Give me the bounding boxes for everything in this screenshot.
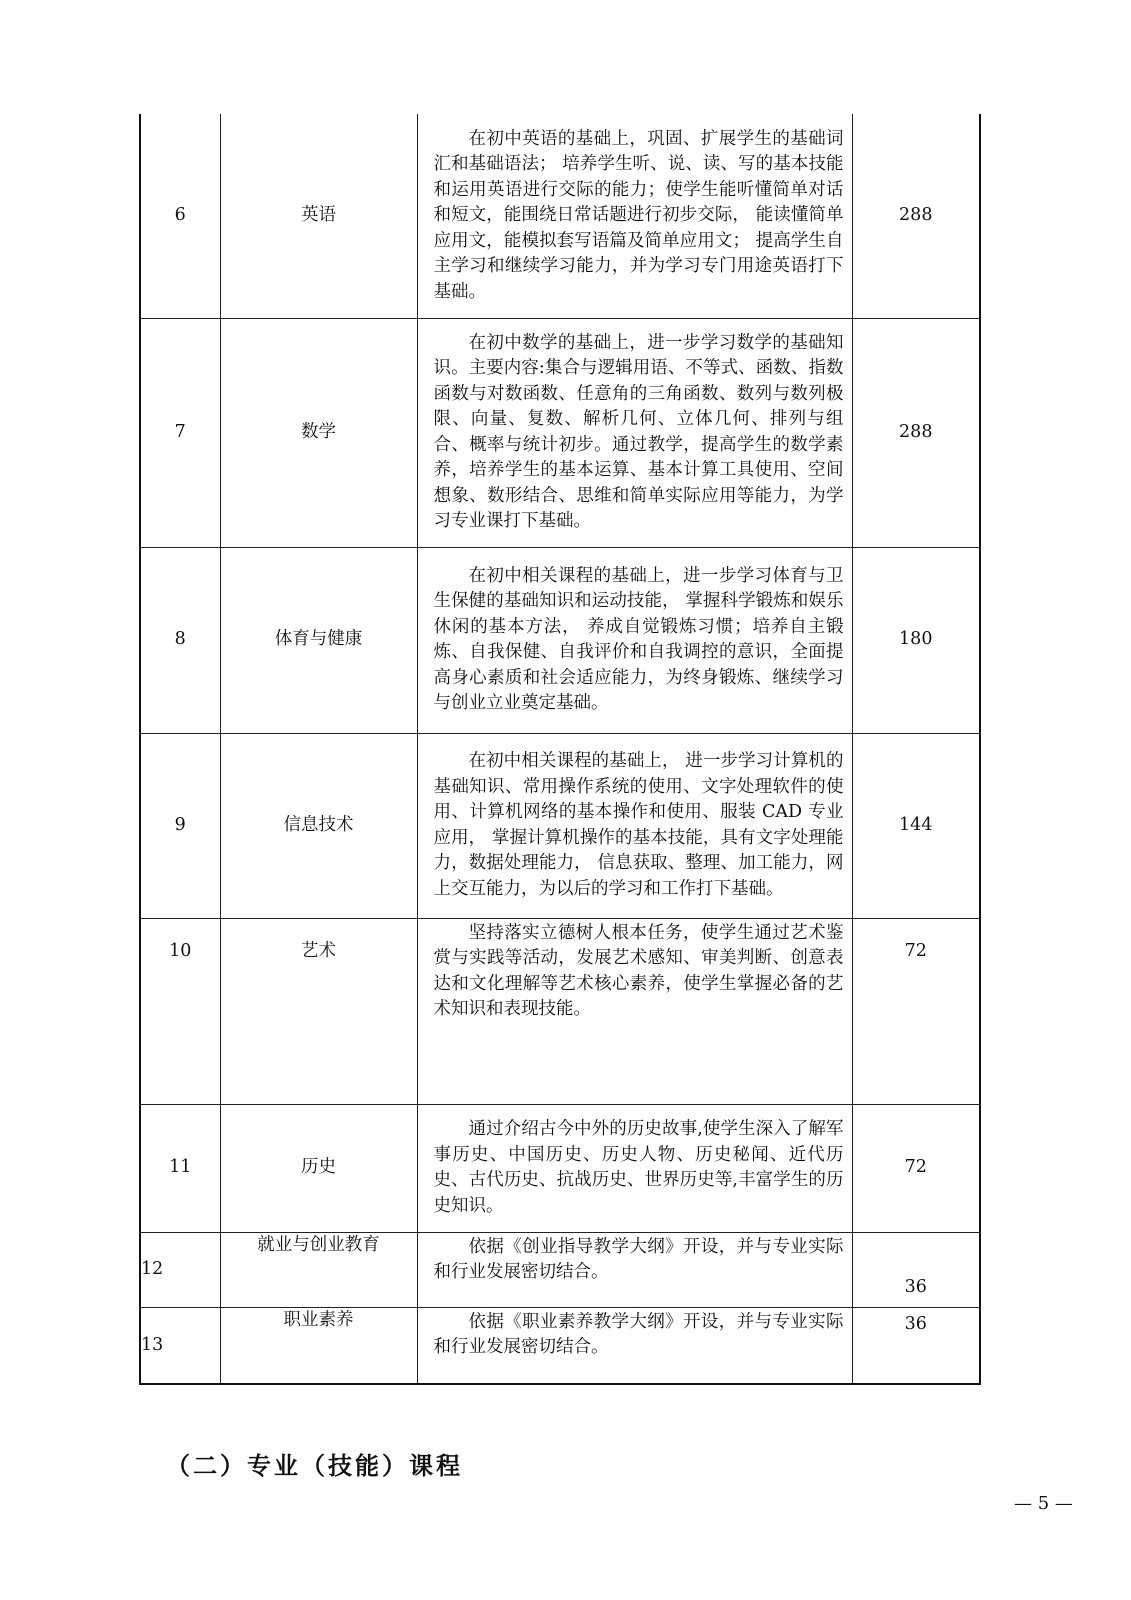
course-name: 艺术 — [220, 918, 417, 1104]
course-description-text: 依据《职业素养教学大纲》开设，并与专业实际和行业发展密切结合。 — [433, 1311, 844, 1357]
course-table — [139, 114, 981, 1385]
course-hours: 36 — [852, 1232, 980, 1307]
course-hours: 144 — [852, 733, 980, 918]
course-description-text: 坚持落实立德树人根本任务，使学生通过艺术鉴赏与实践等活动，发展艺术感知、审美判断、创意表达和文化理解等艺术核心素养，使学生掌握必备的艺术知识和表现技能。 — [433, 922, 844, 1019]
course-description-text: 在初中相关课程的基础上， 进一步学习计算机的基础知识、常用操作系统的使用、文字处理软件的使用、计算机网络的基本操作和使用、服装 CAD 专业应用， 掌握计算机操作的基本技能，具有文字处理能力，数据处理能力， 信息获取、整理、加工能力，网上交互能力，为以后的学习和工作打下基础。 — [433, 751, 844, 899]
table-row — [140, 547, 980, 733]
table-row — [140, 918, 980, 1104]
table-row — [140, 1104, 980, 1232]
course-number: 12 — [140, 1232, 220, 1307]
course-description — [417, 114, 852, 318]
course-description — [417, 1232, 852, 1307]
course-number: 7 — [140, 318, 220, 547]
course-hours: 180 — [852, 547, 980, 733]
course-name: 信息技术 — [220, 733, 417, 918]
section-heading: （二）专业（技能）课程 — [166, 1452, 463, 1480]
course-hours: 36 — [852, 1307, 980, 1384]
course-description-text: 在初中相关课程的基础上，进一步学习体育与卫生保健的基础知识和运动技能， 掌握科学锻炼和娱乐休闲的基本方法， 养成自觉锻炼习惯；培养自主锻炼、自我保健、自我评价和自我调控的意识，全面提高身心素质和社会适应能力，为终身锻炼、继续学习与创业立业奠定基础。 — [433, 565, 844, 713]
course-description — [417, 318, 852, 547]
course-name: 体育与健康 — [220, 547, 417, 733]
table-row — [140, 114, 980, 318]
course-description — [417, 918, 852, 1104]
course-name: 英语 — [220, 114, 417, 318]
course-description — [417, 1104, 852, 1232]
course-description — [417, 733, 852, 918]
course-number: 6 — [140, 114, 220, 318]
course-number: 13 — [140, 1307, 220, 1384]
course-hours: 72 — [852, 1104, 980, 1232]
course-hours: 288 — [852, 114, 980, 318]
course-description-text: 依据《创业指导教学大纲》开设，并与专业实际和行业发展密切结合。 — [433, 1236, 844, 1282]
table-row — [140, 1232, 980, 1307]
course-hours: 72 — [852, 918, 980, 1104]
course-number: 11 — [140, 1104, 220, 1232]
course-number: 9 — [140, 733, 220, 918]
course-hours: 288 — [852, 318, 980, 547]
course-description — [417, 547, 852, 733]
course-name: 历史 — [220, 1104, 417, 1232]
table-row — [140, 318, 980, 547]
course-description-text: 在初中英语的基础上，巩固、扩展学生的基础词汇和基础语法； 培养学生听、说、读、写的基本技能和运用英语进行交际的能力；使学生能听懂简单对话和短文，能围绕日常话题进行初步交际， 能读懂简单应用文，能模拟套写语篇及简单应用文； 提高学生自主学习和继续学习能力，并为学习专门用途英语打下基础。 — [433, 128, 844, 302]
course-name: 职业素养 — [220, 1307, 417, 1384]
course-number: 8 — [140, 547, 220, 733]
page-number: — 5 — — [1014, 1493, 1073, 1514]
course-name: 就业与创业教育 — [220, 1232, 417, 1307]
course-description-text: 在初中数学的基础上，进一步学习数学的基础知识。主要内容:集合与逻辑用语、不等式、函数、指数函数与对数函数、任意角的三角函数、数列与数列极限、向量、复数、解析几何、立体几何、排列与组合、概率与统计初步。通过教学，提高学生的数学素养，培养学生的基本运算、基本计算工具使用、空间想象、数形结合、思维和简单实际应用等能力，为学习专业课打下基础。 — [433, 332, 844, 531]
table-row — [140, 1307, 980, 1384]
course-description-text: 通过介绍古今中外的历史故事,使学生深入了解军事历史、中国历史、历史人物、历史秘闻、近代历史、古代历史、抗战历史、世界历史等,丰富学生的历史知识。 — [433, 1119, 844, 1216]
course-description — [417, 1307, 852, 1384]
course-number: 10 — [140, 918, 220, 1104]
course-name: 数学 — [220, 318, 417, 547]
table-row — [140, 733, 980, 918]
